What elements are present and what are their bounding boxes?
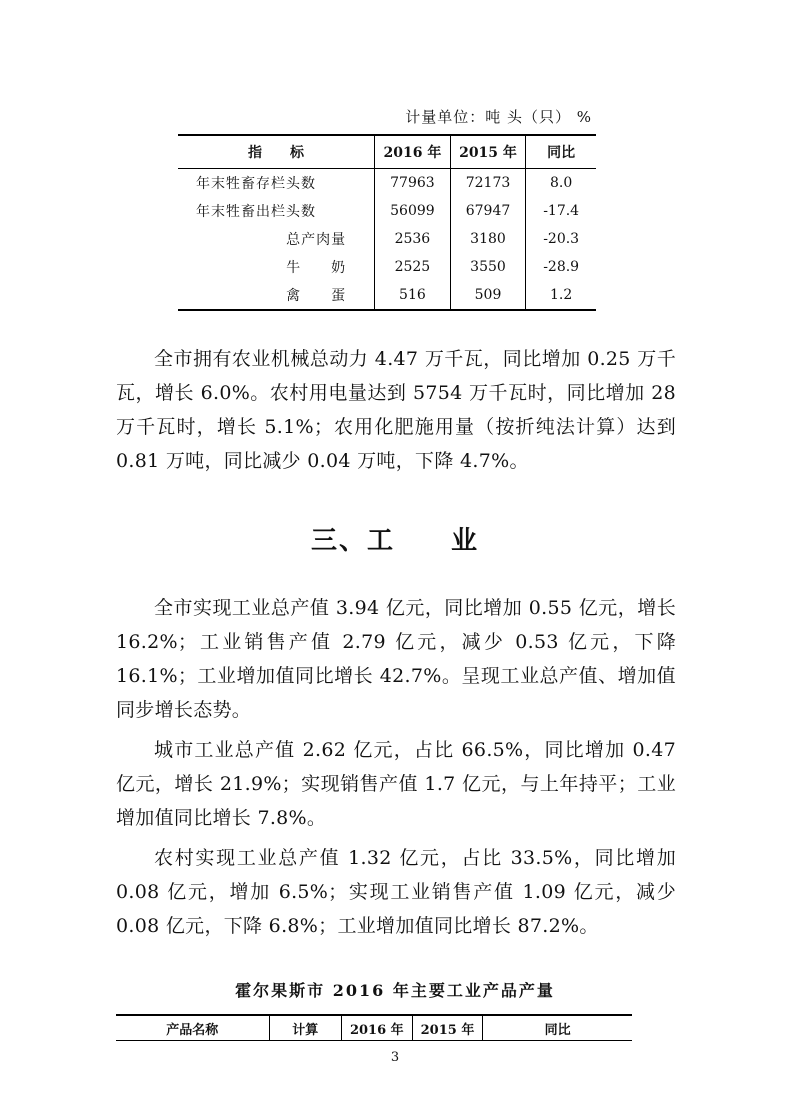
- section-heading-industry: 三、工 业: [310, 526, 479, 556]
- row-2015-value: 509: [450, 281, 526, 310]
- row-indicator: 禽 蛋: [178, 281, 375, 310]
- table-header-row: [178, 135, 596, 169]
- row-2015-value: 3180: [450, 225, 526, 253]
- row-2016-value: 56099: [375, 197, 451, 225]
- row-indicator: 牛 奶: [178, 253, 375, 281]
- row-indicator: 总产肉量: [178, 225, 375, 253]
- header-product-name: 产品名称: [116, 1015, 269, 1041]
- header-2015: 2015 年: [450, 135, 526, 169]
- row-indicator: 年末牲畜存栏头数: [178, 169, 375, 198]
- livestock-table: [178, 134, 596, 311]
- paragraph-city-industry: 城市工业总产值 2.62 亿元，占比 66.5%，同比增加 0.47 亿元，增长 21.9%；实现销售产值 1.7 亿元，与上年持平；工业增加值同比增长 7.8%。: [116, 739, 676, 829]
- paragraph-rural-industry: 农村实现工业总产值 1.32 亿元，占比 33.5%，同比增加 0.08 亿元，增加 6.5%；实现工业销售产值 1.09 亿元，减少 0.08 亿元，下降 6.8%；工业增加值同比增长 87.2%。: [116, 847, 676, 937]
- paragraph-agri-machinery: 全市拥有农业机械总动力 4.47 万千瓦，同比增加 0.25 万千瓦，增长 6.0%。农村用电量达到 5754 万千瓦时，同比增加 28 万千瓦时，增长 5.1%；农用化肥施用量（按折纯法计算）达到 0.81 万吨，同比减少 0.04 万吨，下降 4.7%。: [116, 348, 676, 472]
- row-2016-value: 2525: [375, 253, 451, 281]
- header-2016: 2016 年: [342, 1015, 413, 1041]
- header-unit: 计算: [269, 1015, 341, 1041]
- page-number: 3: [390, 1050, 400, 1065]
- row-2015-value: 72173: [450, 169, 526, 198]
- table1-unit-label: 计量单位：吨 头（只） %: [405, 108, 592, 126]
- row-2016-value: 516: [375, 281, 451, 310]
- header-2016: 2016 年: [375, 135, 451, 169]
- table-row: [178, 169, 596, 198]
- industrial-products-table: [116, 1014, 632, 1041]
- header-yoy: 同比: [544, 1022, 571, 1038]
- table2-title: 霍尔果斯市 2016 年主要工业产品产量: [235, 981, 555, 1000]
- table-header-row: [116, 1015, 632, 1041]
- row-yoy-value: -28.9: [543, 259, 580, 275]
- row-yoy-value: 1.2: [550, 287, 573, 303]
- header-yoy: 同比: [547, 145, 576, 161]
- row-indicator: 年末牲畜出栏头数: [178, 197, 375, 225]
- header-indicator: 指 标: [178, 135, 375, 169]
- header-2015: 2015 年: [412, 1015, 483, 1041]
- paragraph-industry-total: 全市实现工业总产值 3.94 亿元，同比增加 0.55 亿元，增长 16.2%；工业销售产值 2.79 亿元，减少 0.53 亿元，下降 16.1%；工业增加值同比增长 42.7%。呈现工业总产值、增加值同步增长态势。: [116, 597, 676, 721]
- row-yoy-value: 8.0: [550, 175, 573, 191]
- row-yoy-value: -17.4: [543, 203, 580, 219]
- row-2016-value: 2536: [375, 225, 451, 253]
- table-row: [178, 197, 596, 225]
- row-2015-value: 3550: [450, 253, 526, 281]
- table-row: [178, 253, 596, 281]
- row-2015-value: 67947: [450, 197, 526, 225]
- row-yoy-value: -20.3: [543, 231, 580, 247]
- table-row: [178, 225, 596, 253]
- table-row: [178, 281, 596, 310]
- row-2016-value: 77963: [375, 169, 451, 198]
